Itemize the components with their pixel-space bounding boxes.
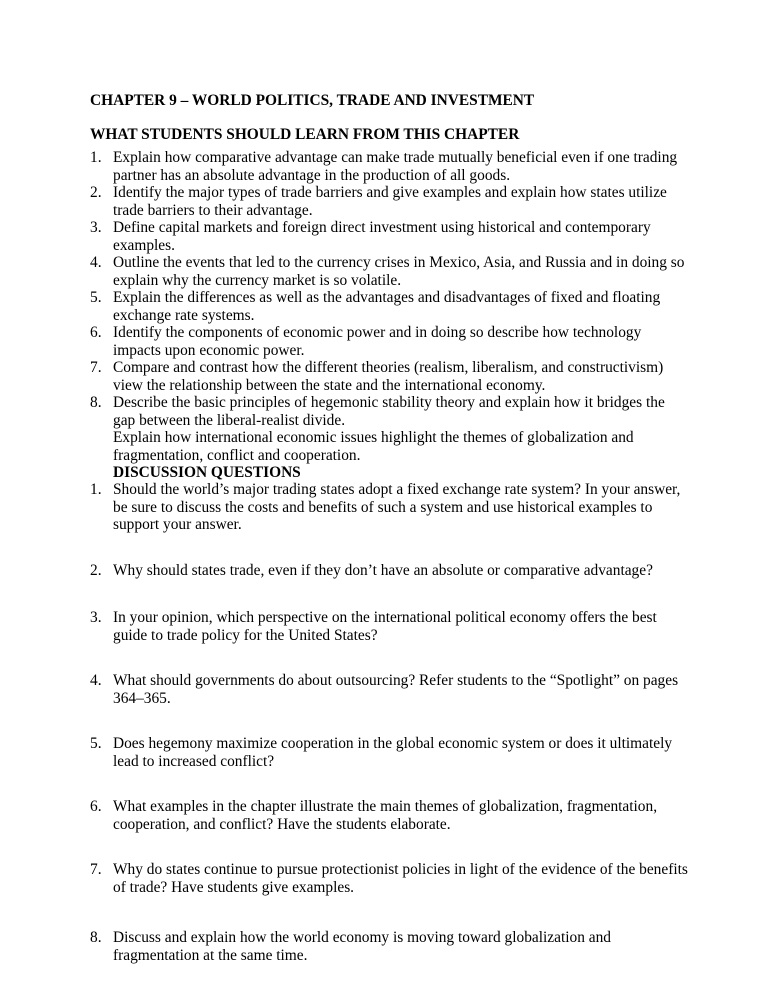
item-text: Explain how comparative advantage can make trade mutually beneficial even if one trading partner has an absolute advantage in the production of all goods. [113,149,678,184]
chapter-title: CHAPTER 9 – WORLD POLITICS, TRADE AND INVESTMENT [90,92,535,109]
item-text: Identify the major types of trade barriers and give examples and explain how states utilize trade barriers to their advantage. [113,184,667,219]
item-number: 3. [90,219,102,236]
item-number: 3. [90,609,102,626]
item-text: What should governments do about outsourcing? Refer students to the “Spotlight” on pages 364–365. [113,672,679,707]
item-text: Compare and contrast how the different theories (realism, liberalism, and constructivism) view the relationship between the state and the international economy. [113,359,664,394]
item-number: 2. [90,562,102,579]
item-text: In your opinion, which perspective on the international political economy offers the best guide to trade policy for the United States? [113,609,657,644]
item-text: Discuss and explain how the world economy is moving toward globalization and fragmentation at the same time. [113,929,611,964]
item-number: 6. [90,324,102,341]
item-text: Why do states continue to pursue protectionist policies in light of the evidence of the benefits of trade? Have students give examples. [113,861,688,896]
discussion-questions-heading: DISCUSSION QUESTIONS [113,464,301,481]
item-text: Outline the events that led to the currency crises in Mexico, Asia, and Russia and in doing so explain why the currency market is so volatile. [113,254,685,289]
item-number: 5. [90,289,102,306]
item-text: Explain the differences as well as the advantages and disadvantages of fixed and floating exchange rate systems. [113,289,661,324]
item-text: Should the world’s major trading states adopt a fixed exchange rate system? In your answer, be sure to discuss the costs and benefits of such a system and use historical examples to support your answer. [113,481,681,533]
learning-objective-unnumbered: Explain how international economic issues highlight the themes of globalization and fragmentation, conflict and cooperation. [113,429,634,464]
learning-objectives-heading: WHAT STUDENTS SHOULD LEARN FROM THIS CHAPTER [90,126,520,143]
item-number: 4. [90,672,102,689]
item-number: 8. [90,394,102,411]
item-text: Why should states trade, even if they don’t have an absolute or comparative advantage? [113,562,653,579]
item-number: 6. [90,798,102,815]
item-text: Identify the components of economic power and in doing so describe how technology impacts upon economic power. [113,324,642,359]
item-number: 1. [90,481,102,498]
item-number: 1. [90,149,102,166]
item-number: 7. [90,359,102,376]
item-number: 8. [90,929,102,946]
item-text: Does hegemony maximize cooperation in the global economic system or does it ultimately lead to increased conflict? [113,735,673,770]
item-number: 7. [90,861,102,878]
item-text: Define capital markets and foreign direct investment using historical and contemporary examples. [113,219,651,254]
item-number: 2. [90,184,102,201]
item-number: 5. [90,735,102,752]
item-text: Describe the basic principles of hegemonic stability theory and explain how it bridges the gap between the liberal-realist divide. [113,394,665,429]
item-text: What examples in the chapter illustrate the main themes of globalization, fragmentation, cooperation, and conflict? Have the students elaborate. [113,798,658,833]
item-number: 4. [90,254,102,271]
